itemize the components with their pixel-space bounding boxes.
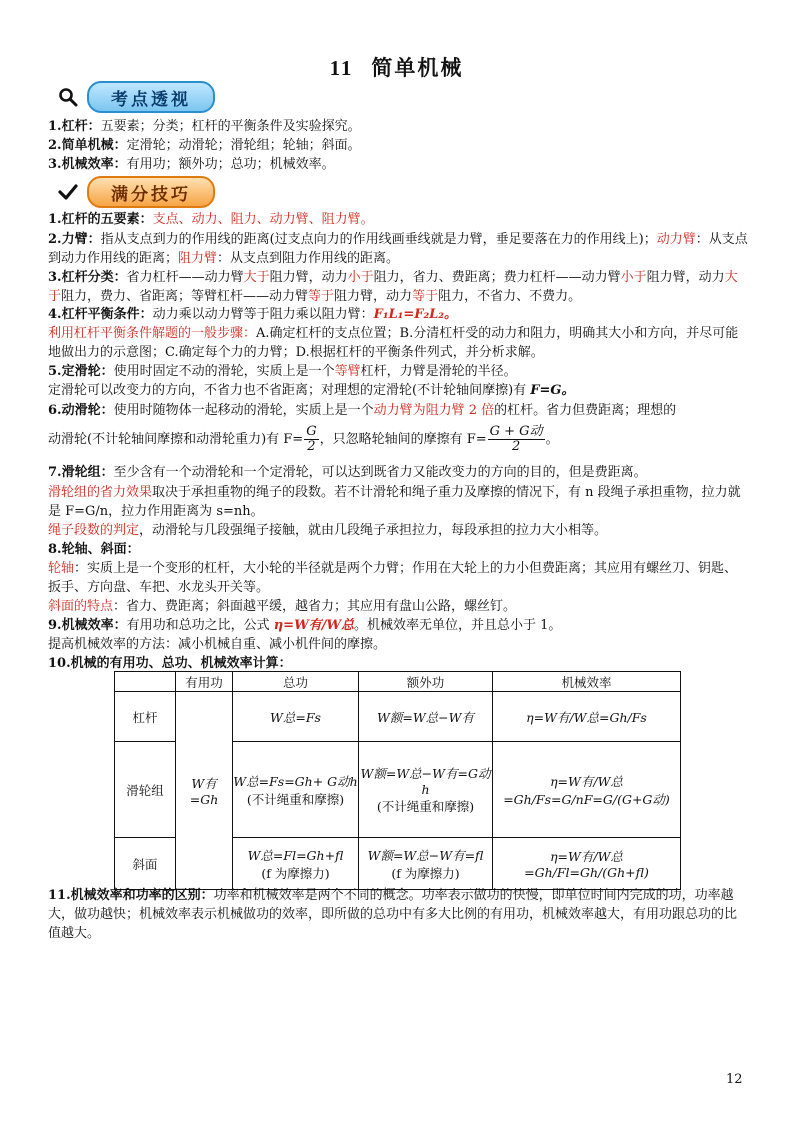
tip-2: 2.力臂：指从支点到力的作用线的距离(过支点向力的作用线画垂线就是力臂，垂足要落在力的作用线上)；动力臂：从支点到动力作用线的距离；阻力臂：从支点到阻力作用线的距离。 — [48, 232, 748, 266]
tip-10: 10.机械的有用功、总功、机械效率计算： — [48, 656, 292, 671]
search-icon — [57, 86, 79, 108]
efficiency-cell: η=W有/W总=Gh/Fl=Gh/(Gh+fl) — [493, 838, 681, 890]
extra-work-cell: W额=W总−W有 — [359, 692, 493, 742]
tip-8: 8.轮轴、斜面： — [48, 542, 140, 557]
kd-item: 1.杠杆：五要素；分类；杠杆的平衡条件及实验探究。 — [48, 119, 361, 134]
checkmark-icon — [57, 181, 79, 203]
work-efficiency-table — [114, 671, 681, 890]
tip-5-detail: 定滑轮可以改变力的方向，不省力也不省距离；对理想的定滑轮(不计轮轴间摩擦)有 F=G。 — [48, 383, 575, 398]
table-header: 机械效率 — [493, 672, 681, 692]
chapter-number: 11 — [329, 56, 354, 80]
page-number: 12 — [726, 1072, 743, 1087]
tip-9-improve: 提高机械效率的方法：减小机械自重、减小机件间的摩擦。 — [48, 637, 387, 652]
tip-1: 1.杠杆的五要素：支点、动力、阻力、动力臂、阻力臂。 — [48, 212, 374, 227]
tip-5: 5.定滑轮：使用时固定不动的滑轮，实质上是一个等臂杠杆，力臂是滑轮的半径。 — [48, 364, 517, 379]
tip-9: 9.机械效率：有用功和总功之比，公式 η=W有/W总。机械效率无单位，并且总小于 1。 — [48, 618, 562, 633]
section-label: 考点透视 — [87, 81, 215, 113]
useful-work-cell: W有 =Gh — [176, 692, 233, 890]
extra-work-cell: W额=W总−W有=G动h (不计绳重和摩擦) — [359, 742, 493, 838]
kd-item: 2.简单机械：定滑轮；动滑轮；滑轮组；轮轴；斜面。 — [48, 138, 361, 153]
row-name: 滑轮组 — [115, 742, 176, 838]
tip-6: 6.动滑轮：使用时随物体一起移动的滑轮，实质上是一个动力臂为阻力臂 2 倍的杠杆。省力但费距离；理想的 — [48, 403, 677, 418]
row-name: 杠杆 — [115, 692, 176, 742]
section-badge-kaodian — [57, 82, 215, 112]
fraction: $\frac{\text{G + G动}}{2}$ — [489, 424, 543, 454]
tip-8-slope: 斜面的特点：省力、费距离；斜面越平缓，越省力；其应用有盘山公路，螺丝钉。 — [48, 599, 517, 614]
section-label: 满分技巧 — [87, 176, 215, 208]
total-work-cell: W总=Fs — [233, 692, 359, 742]
tip-8-axle: 轮轴：实质上是一个变形的杠杆，大小轮的半径就是两个力臂；作用在大轮上的力小但费距离；其应用有螺丝刀、钥匙、扳手、方向盘、车把、水龙头开关等。 — [48, 561, 738, 595]
section-badge-manfen — [57, 177, 215, 207]
row-name: 斜面 — [115, 838, 176, 890]
efficiency-cell: η=W有/W总=Gh/Fs — [493, 692, 681, 742]
table-header: 总功 — [233, 672, 359, 692]
tip-4: 4.杠杆平衡条件：动力乘以动力臂等于阻力乘以阻力臂：F₁L₁=F₂L₂。 — [48, 307, 458, 322]
tip-7: 7.滑轮组：至少含有一个动滑轮和一个定滑轮，可以达到既省力又能改变力的方向的目的，但是费距离。 — [48, 465, 647, 480]
page-title — [0, 52, 793, 82]
total-work-cell: W总=Fs=Gh+ G动h (不计绳重和摩擦) — [233, 742, 359, 838]
table-header — [115, 672, 176, 692]
tip-3: 3.杠杆分类：省力杠杆——动力臂大于阻力臂，动力小于阻力，省力、费距离；费力杠杆——动力臂小于阻力臂，动力大于阻力，费力、省距离；等臂杠杆——动力臂等于阻力臂，动力等于阻力，不省力、不费力。 — [48, 270, 738, 304]
table-row — [115, 692, 681, 742]
extra-work-cell: W额=W总−W有=fl (f 为摩擦力) — [359, 838, 493, 890]
tip-7-effect: 滑轮组的省力效果取决于承担重物的绳子的段数。若不计滑轮和绳子重力及摩擦的情况下，有 n 段绳子承担重物，拉力就是 F=G/n，拉力作用距离为 s=nh。 — [48, 485, 741, 519]
tip-4-steps: 利用杠杆平衡条件解题的一般步骤：A.确定杠杆的支点位置；B.分清杠杆受的动力和阻力，明确其大小和方向，并尽可能地做出力的示意图；C.确定每个力的力臂；D.根据杠杆的平衡条件列式，并分析求解。 — [48, 326, 739, 360]
chapter-title: 简单机械 — [371, 56, 464, 80]
table-header: 额外功 — [359, 672, 493, 692]
table-header: 有用功 — [176, 672, 233, 692]
kd-item: 3.机械效率：有用功；额外功；总功；机械效率。 — [48, 157, 335, 172]
tip-7-rope: 绳子段数的判定，动滑轮与几段强绳子接触，就由几段绳子承担拉力，每段承担的拉力大小相等。 — [48, 523, 608, 538]
total-work-cell: W总=Fl=Gh+fl (f 为摩擦力) — [233, 838, 359, 890]
tip-6-formula: 动滑轮(不计轮轴间摩擦和动滑轮重力)有 F= $\frac{G}{2}$ ，只忽略轮轴间的摩擦有 F= $\frac{\text{G + G动}}{2}$ 。 — [48, 424, 559, 454]
fraction: $\frac{G}{2}$ — [306, 424, 317, 454]
tip-11: 11.机械效率和功率的区别：功率和机械效率是两个不同的概念。功率表示做功的快慢，即单位时间内完成的功，功率越大，做功越快；机械效率表示机械做功的效率，即所做的总功中有多大比例的有用功，机械效率越大，有用功跟总功的比值越大。 — [48, 888, 738, 941]
efficiency-cell: η=W有/W总=Gh/Fs=G/nF=G/(G+G动) — [493, 742, 681, 838]
